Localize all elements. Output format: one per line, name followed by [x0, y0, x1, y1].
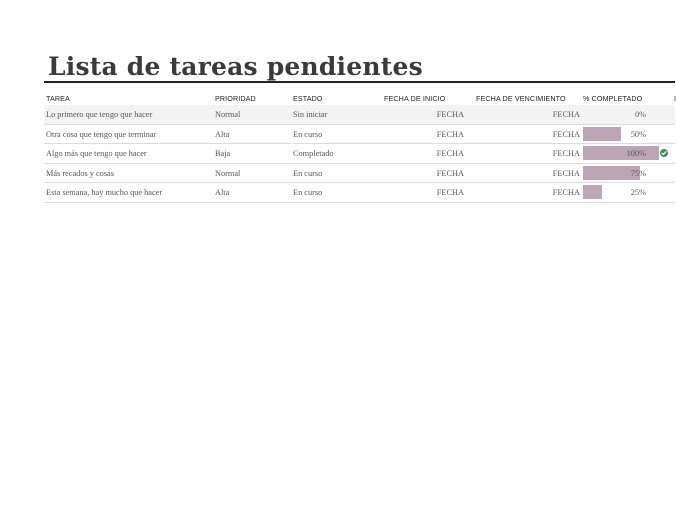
table-row[interactable]	[44, 105, 675, 125]
table-row[interactable]	[44, 164, 675, 184]
status-cell[interactable]: Completado	[293, 149, 334, 159]
task-name-cell[interactable]: Esta semana, hay mucho que hacer	[46, 188, 163, 198]
page-title: Lista de tareas pendientes	[48, 52, 423, 81]
task-table	[44, 91, 675, 203]
header-priority[interactable]: PRIORIDAD	[215, 94, 256, 103]
table-row[interactable]	[44, 144, 675, 164]
priority-cell[interactable]: Normal	[215, 110, 241, 119]
progress-bar-fill	[583, 185, 602, 199]
progress-bar-track	[583, 107, 659, 121]
table-header-row	[44, 91, 675, 105]
progress-bar-fill	[583, 146, 659, 160]
table-row[interactable]	[44, 125, 675, 145]
header-extra[interactable]: I	[674, 94, 676, 103]
start-date-cell[interactable]: FECHA	[436, 149, 464, 159]
status-cell[interactable]: En curso	[293, 129, 323, 139]
check-circle-icon	[660, 149, 668, 157]
priority-cell[interactable]: Normal	[215, 168, 241, 178]
title-divider	[44, 81, 675, 83]
header-start-date[interactable]: FECHA DE INICIO	[384, 94, 446, 103]
start-date-cell[interactable]: FECHA	[436, 129, 464, 139]
percent-complete-cell[interactable]: 100%	[626, 149, 646, 159]
due-date-cell[interactable]: FECHA	[552, 149, 580, 159]
header-due-date[interactable]: FECHA DE VENCIMIENTO	[476, 94, 566, 103]
status-cell[interactable]: Sin iniciar	[293, 110, 328, 119]
progress-bar-track	[583, 185, 659, 199]
priority-cell[interactable]: Alta	[215, 188, 230, 198]
progress-bar-fill	[583, 127, 621, 141]
header-percent-complete[interactable]: % COMPLETADO	[583, 94, 643, 103]
progress-bar-track	[583, 146, 659, 160]
task-name-cell[interactable]: Otra cosa que tengo que terminar	[46, 129, 157, 139]
status-cell[interactable]: En curso	[293, 188, 323, 198]
percent-complete-cell[interactable]: 0%	[634, 110, 646, 119]
progress-bar-track	[583, 166, 659, 180]
due-date-cell[interactable]: FECHA	[552, 110, 580, 119]
table-row[interactable]	[44, 183, 675, 203]
progress-bar-track	[583, 127, 659, 141]
start-date-cell[interactable]: FECHA	[436, 110, 464, 119]
start-date-cell[interactable]: FECHA	[436, 168, 464, 178]
header-status[interactable]: ESTADO	[293, 94, 323, 103]
percent-complete-cell[interactable]: 25%	[630, 188, 646, 198]
percent-complete-cell[interactable]: 50%	[630, 129, 646, 139]
task-name-cell[interactable]: Lo primero que tengo que hacer	[46, 110, 153, 119]
start-date-cell[interactable]: FECHA	[436, 188, 464, 198]
due-date-cell[interactable]: FECHA	[552, 188, 580, 198]
task-name-cell[interactable]: Algo más que tengo que hacer	[46, 149, 147, 159]
table-body	[44, 105, 675, 203]
priority-cell[interactable]: Baja	[215, 149, 231, 159]
task-name-cell[interactable]: Más recados y cosas	[46, 168, 114, 178]
status-cell[interactable]: En curso	[293, 168, 323, 178]
priority-cell[interactable]: Alta	[215, 129, 230, 139]
percent-complete-cell[interactable]: 75%	[630, 168, 646, 178]
due-date-cell[interactable]: FECHA	[552, 168, 580, 178]
header-task[interactable]: TAREA	[46, 94, 70, 103]
due-date-cell[interactable]: FECHA	[552, 129, 580, 139]
